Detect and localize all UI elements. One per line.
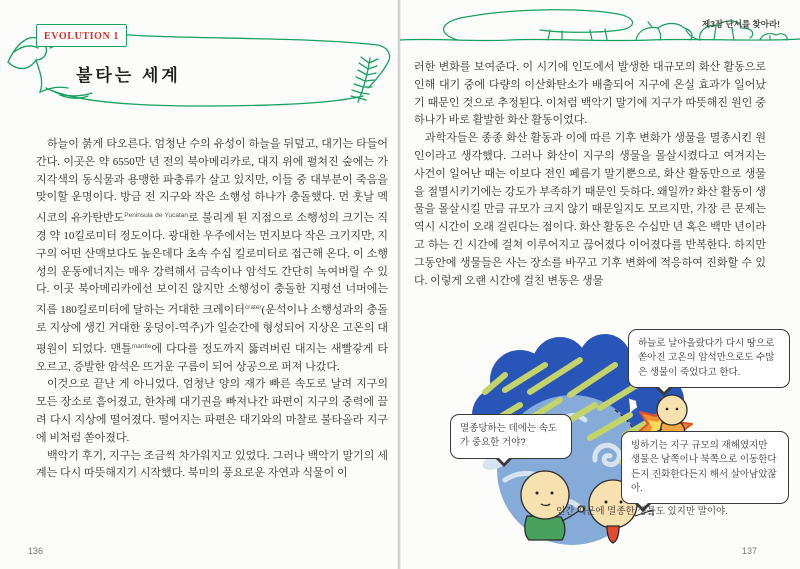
fern-line-art [351,57,378,102]
body-paragraph: 백악기 후기, 지구는 조금씩 차가워지고 있었다. 그러나 백악기 말기의 세계는 다시 따뜻해지기 시작했다. 북미의 풍요로운 자연과 식물이 이 [36,449,388,480]
sauropod-line-art [444,10,633,40]
page-gutter [397,0,401,569]
body-paragraph: 과학자들은 종종 화산 활동과 이에 따른 기후 변화가 생물을 멸종시킨 원인이라고 생각했다. 그러나 화산이 지구의 생물을 몰살시켰다고 여겨지는 사건이 일어난 때는 이보다 전인 페름기 말기뿐으로, 화산 활동만으로 생물을 절멸시키기에는 강도가 부족하기 때문인 듯하다. 왜일까? 화산 활동이 생물을 몰살시킬 만큼 규모가 크지 않기 때문일지도 모르지만, 가장 큰 문제는 역시 시간이 오래 걸린다는 점이다. 화산 활동은 수십만 년 혹은 백만 년이라고 하는 긴 시간에 걸쳐 이루어지고 끊어졌다 이어졌다를 반복한다. 하지만 그동안에 생물들은 사는 장소를 바꾸고 기후 변화에 적응하여 진화할 수 있다. 이렇게 오랜 시간에 걸친 변동은 생물 [414,132,766,287]
superscript-term: mantle [131,342,152,350]
page-number-left: 136 [28,546,44,556]
page-title: 불타는 세계 [76,66,181,85]
left-header-line-art [0,0,400,120]
body-paragraph: 이것으로 끝난 게 아니었다. 엄청난 양의 재가 빠른 속도로 날려 지구의 모든 장소로 흩어졌고, 한차례 대기권을 빠져나간 파편이 지구의 중력에 끌려 다시 지상에 떨어졌다. 떨어지는 파편은 대기와의 마찰로 불타올라 지구에 비처럼 쏟아졌다. [36,378,388,444]
left-page-body [36,136,388,512]
right-page-body [414,59,766,307]
body-paragraph: 러한 변화를 보여준다. 이 시기에 인도에서 발생한 대규모의 화산 활동으로 인해 대기 중에 다량의 이산화탄소가 배출되어 지구에 온실 효과가 일어났기 때문인 것으로 추정된다. 이처럼 백악기 말기에 지구가 따뜻해진 원인 중 하나가 바로 활발한 화산 활동이었다. [414,61,766,127]
body-paragraph: 하늘이 붉게 타오른다. 엄청난 수의 유성이 하늘을 뒤덮고, 대기는 타들어간다. 이곳은 약 6550만 년 전의 북아메리카로, 대지 위에 펼쳐진 숲에는 가지각색의 동식물과 용맹한 파충류가 살고 있지만, 이들 중 대부분이 죽음을 맞이할 운명이다. 방금 전 지구와 작은 소행성 하나가 충돌했다. 먼 훗날 멕시코의 유카탄반도$^{Peninsula de Yucatan}$로 불리게 된 지점으로 소행성의 크기는 직경 약 10킬로미터 정도이다. 광대한 우주에서는 먼지보다 작은 크기지만, 지구의 어떤 산맥보다도 높은데다 초속 수십 킬로미터로 접근해 온다. 이 소행성의 운동에너지는 매우 강력해서 금속이나 암석도 간단히 녹여버릴 수 있다. 이곳 북아메리카에선 보이진 않지만 소행성이 충돌한 지평선 너머에는 지름 180킬로미터에 달하는 거대한 크레이터$^{crater}$(운석이나 소행성과의 충돌로 지상에 생긴 거대한 웅덩이-역주)가 일순간에 형성되어 지상은 고온의 대평원이 되었다. 맨틀$^{mantle}$에 다다를 정도까지 뚫려버린 대지는 새빨갛게 타오르고, 증발한 암석은 뜨거운 구름이 되어 상공으로 퍼져 나갔다. [36,138,389,373]
series-label: EVOLUTION 1 [44,31,120,42]
horizon-line [400,39,800,41]
speech-bubble-iceage: 빙하기는 지구 규모의 재해였지만 생물은 남쪽이나 북쪽으로 이동한다든지 진화한다든지 해서 살아남았잖아. [621,431,789,504]
speech-bubble-speed: 멸종당하는 데에는 속도가 중요한 거야? [450,414,572,459]
chapter-label: 제3장 단서를 찾아라! [702,19,780,29]
small-dino-line-art [760,34,787,40]
superscript-term: Peninsula de Yucatan [124,212,188,220]
page-number-right: 137 [742,546,758,556]
series-badge [36,24,127,47]
frame-bottom-line [46,88,363,106]
superscript-term: crater [244,304,262,312]
speech-bubble-rocks: 하늘로 날아올랐다가 다시 땅으로 쏟아진 고온의 암석만으로도 수많은 생물이 죽었다고 한다. [628,329,790,388]
illustration-caption: 인간 때문에 멸종한 생물도 있지만 말이야. [556,506,728,517]
